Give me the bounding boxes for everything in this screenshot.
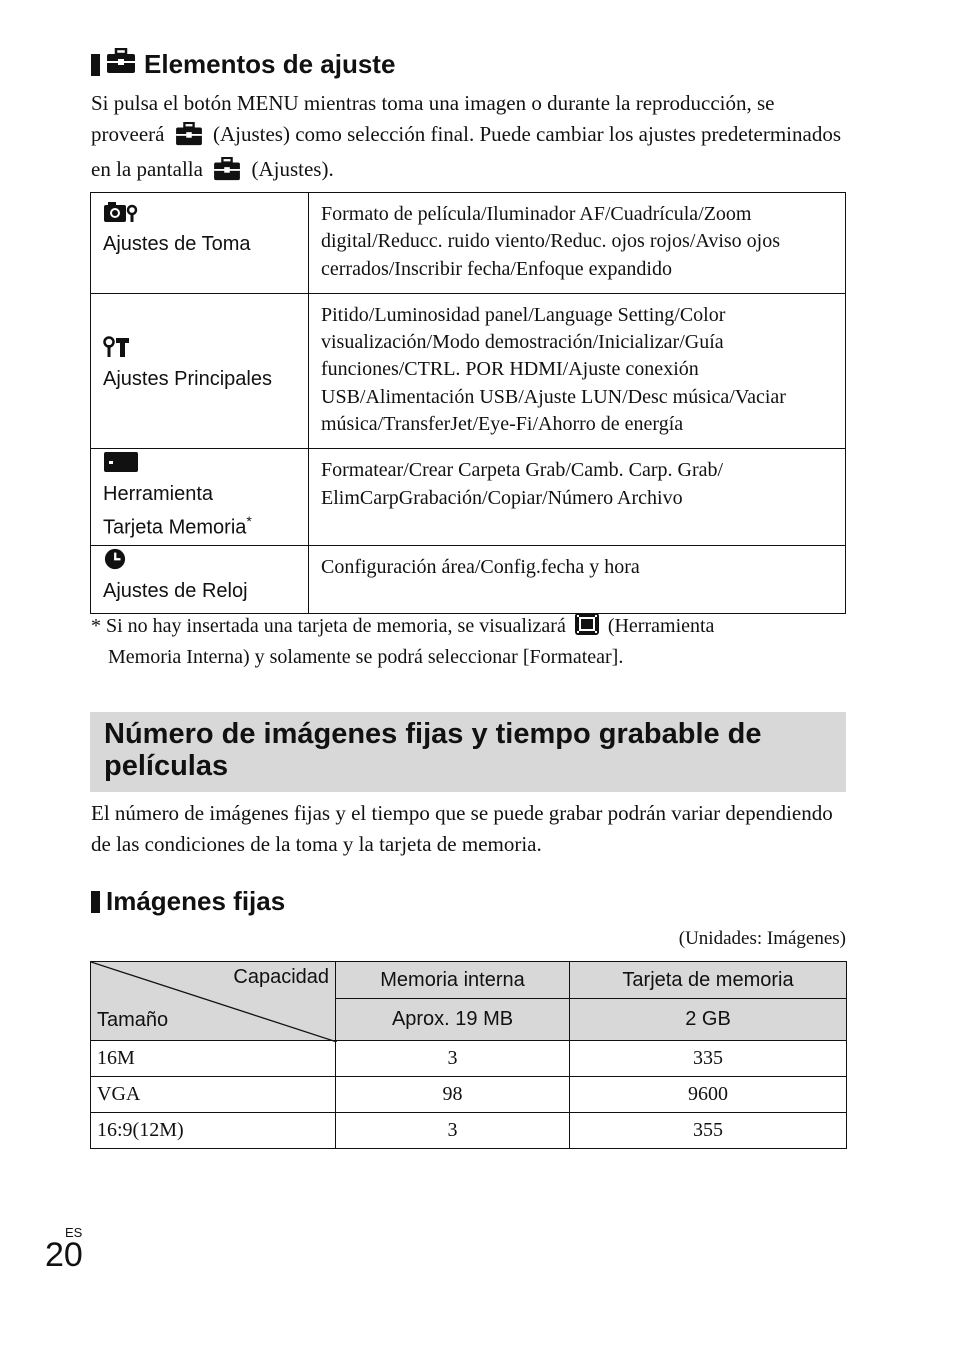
camera-settings-icon <box>103 201 139 231</box>
settings-label-cell <box>91 449 309 546</box>
tools-icon <box>103 336 131 366</box>
column-subheader: 2 GB <box>570 999 847 1041</box>
column-subheader: Aprox. 19 MB <box>336 999 570 1041</box>
page-number: 20 <box>45 1236 83 1274</box>
table-row <box>91 449 846 546</box>
section-heading-imagenes <box>91 886 285 917</box>
table-row <box>91 1113 847 1149</box>
row-card-count: 355 <box>570 1113 847 1149</box>
settings-label-line2: Tarjeta Memoria* <box>103 513 252 540</box>
footnote-mark: * <box>246 513 252 530</box>
table-row <box>91 1041 847 1077</box>
section-title: Elementos de ajuste <box>144 49 396 79</box>
images-table <box>90 961 847 1149</box>
settings-table <box>90 192 846 614</box>
section-intro: Si pulsa el botón MENU mientras toma una imagen o durante la reproducción, se proveerá (Ajustes) como selección final. Puede cambiar los ajustes predeterminados en la pantalla (Ajustes). <box>91 88 851 190</box>
language-code: ES <box>65 1225 83 1240</box>
settings-label-line1: Herramienta <box>103 483 214 506</box>
settings-label-cell <box>91 546 309 614</box>
row-internal-count: 3 <box>336 1113 570 1149</box>
banner-title: Número de imágenes fijas y tiempo grabable de películas <box>104 718 762 782</box>
settings-value: Pitido/Luminosidad panel/Language Setting/Color visualización/Modo demostración/Inicializar/Guía funciones/CTRL. POR HDMI/Ajuste conexión USB/Alimentación USB/Ajuste LUN/Desc música/Vaciar música/TransferJet/Eye-Fi/Ahorro de energía <box>309 293 846 448</box>
heading-bar-marker <box>91 54 100 76</box>
settings-label: Ajustes de Toma <box>103 233 251 255</box>
row-internal-count: 98 <box>336 1077 570 1113</box>
heading-bar-marker <box>91 891 100 913</box>
internal-memory-icon <box>574 612 600 644</box>
settings-label-cell <box>91 193 309 294</box>
table-row <box>91 193 846 294</box>
column-header: Tarjeta de memoria <box>570 962 847 999</box>
settings-label-cell <box>91 293 309 448</box>
clock-icon <box>103 548 127 578</box>
table-row <box>91 546 846 614</box>
corner-header-cell <box>91 962 336 1041</box>
row-card-count: 335 <box>570 1041 847 1077</box>
table-header-row <box>91 962 847 999</box>
toolbox-icon <box>174 122 204 155</box>
section-title: Imágenes fijas <box>106 886 286 916</box>
units-label: (Unidades: Imágenes) <box>678 928 846 949</box>
corner-capacity-label: Capacidad <box>233 966 329 988</box>
toolbox-icon <box>212 157 242 190</box>
row-internal-count: 3 <box>336 1041 570 1077</box>
table-row <box>91 1077 847 1113</box>
row-card-count: 9600 <box>570 1077 847 1113</box>
section-heading-elementos <box>91 48 395 81</box>
settings-value: Formato de película/Iluminador AF/Cuadrícula/Zoom digital/Reducc. ruido viento/Reduc. ojos rojos/Aviso ojos cerrados/Inscribir fecha/Enfoque expandido <box>309 193 846 294</box>
row-size: VGA <box>91 1077 336 1113</box>
corner-size-label: Tamaño <box>97 1009 169 1031</box>
section2-intro: El número de imágenes fijas y el tiempo que se puede grabar podrán variar dependiendo de las condiciones de la toma y la tarjeta de memoria. <box>91 801 833 856</box>
row-size: 16:9(12M) <box>91 1113 336 1149</box>
table-row <box>91 293 846 448</box>
settings-label: Ajustes de Reloj <box>103 580 248 603</box>
section-banner <box>90 712 846 792</box>
memory-card-icon <box>103 451 139 481</box>
toolbox-icon <box>106 48 136 81</box>
column-header: Memoria interna <box>336 962 570 999</box>
settings-value: Formatear/Crear Carpeta Grab/Camb. Carp. Grab/ ElimCarpGrabación/Copiar/Número Archivo <box>309 449 846 546</box>
row-size: 16M <box>91 1041 336 1077</box>
settings-label: Ajustes Principales <box>103 367 272 390</box>
settings-value: Configuración área/Config.fecha y hora <box>309 546 846 614</box>
footnote: * Si no hay insertada una tarjeta de memoria, se visualizará (Herramienta Memoria Interna) y solamente se podrá seleccionar [Formatear]. <box>91 612 851 671</box>
